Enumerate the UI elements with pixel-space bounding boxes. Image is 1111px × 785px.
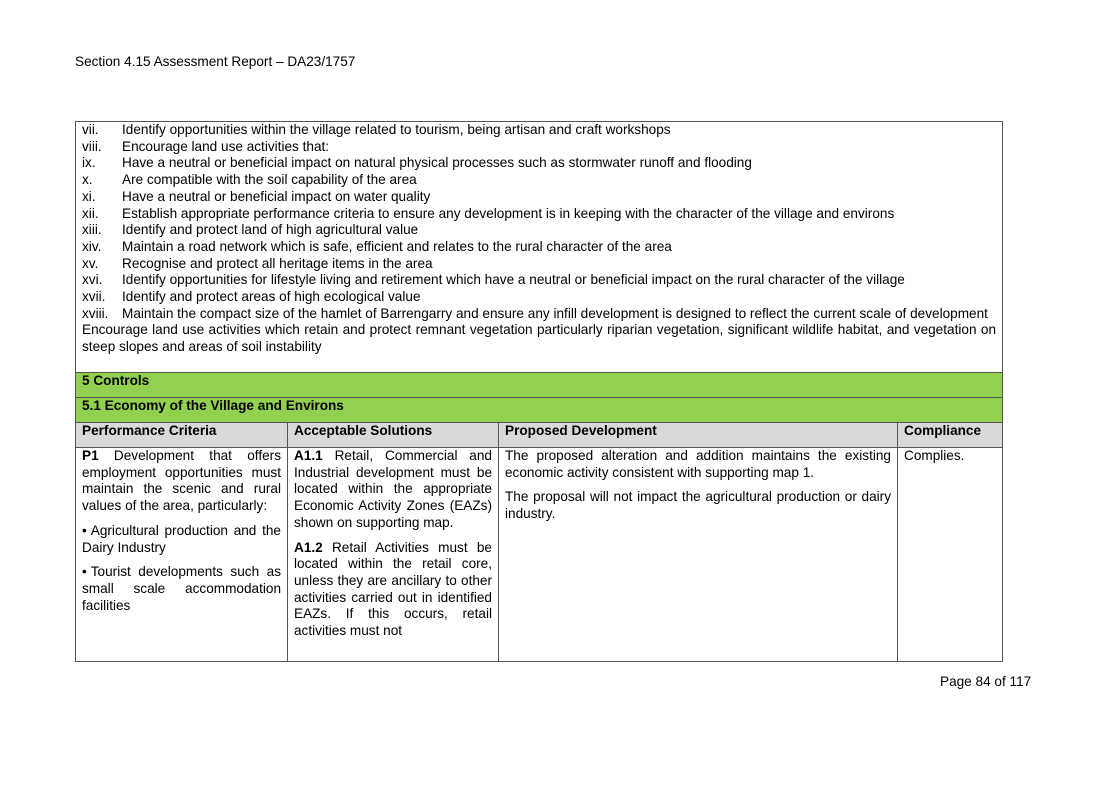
economy-row <box>76 398 1003 423</box>
objective-number: xiii. <box>82 222 102 238</box>
bullet-agricultural <box>82 523 281 556</box>
performance-cell <box>76 448 288 662</box>
objective-item <box>82 306 996 323</box>
controls-heading: 5 Controls <box>76 373 1003 398</box>
objective-text: Have a neutral or beneficial impact on natural physical processes such as stormwater runoff and flooding <box>122 155 752 171</box>
assessment-table <box>75 121 1003 662</box>
objective-number: viii. <box>82 138 102 154</box>
controls-row <box>76 373 1003 398</box>
compliance-value: Complies. <box>904 448 965 463</box>
column-header-row <box>76 423 1003 448</box>
objective-item <box>82 272 996 289</box>
p1-label: P1 <box>82 448 99 463</box>
objective-item <box>82 189 996 206</box>
objective-number: xi. <box>82 188 96 204</box>
objective-number: xvi. <box>82 272 103 288</box>
proposed-para-2: The proposal will not impact the agricultural production or dairy industry. <box>505 489 891 522</box>
a11-solution <box>294 448 492 532</box>
objective-text: Recognise and protect all heritage items in the area <box>122 255 433 271</box>
proposed-cell <box>499 448 898 662</box>
a12-solution <box>294 540 492 640</box>
objective-number: ix. <box>82 155 96 171</box>
p1-criteria <box>82 448 281 515</box>
objective-item <box>82 172 996 189</box>
bullet-tourist <box>82 564 281 614</box>
objectives-list <box>82 122 996 322</box>
bullet-icon: • <box>82 522 87 538</box>
objective-text: Establish appropriate performance criteria to ensure any development is in keeping with the character of the village and environs <box>122 205 895 221</box>
objective-text: Maintain the compact size of the hamlet of Barrengarry and ensure any infill development is designed to reflect the current scale of development <box>122 305 988 321</box>
objective-text: Have a neutral or beneficial impact on water quality <box>122 188 431 204</box>
p1-text: Development that offers employment opportunities must maintain the scenic and rural values of the area, particularly: <box>82 448 281 514</box>
closing-objective: Encourage land use activities which retain and protect remnant vegetation particularly riparian vegetation, significant wildlife habitat, and vegetation on steep slopes and areas of soil instability <box>82 322 997 355</box>
compliance-cell <box>898 448 1003 662</box>
economy-heading: 5.1 Economy of the Village and Environs <box>76 398 1003 423</box>
proposed-para-1: The proposed alteration and addition maintains the existing economic activity consistent with supporting map 1. <box>505 448 891 480</box>
objective-item <box>82 122 996 139</box>
col-compliance: Compliance <box>898 423 1003 448</box>
page-number: Page 84 of 117 <box>940 674 1032 689</box>
objective-item <box>82 222 996 239</box>
bullet-text: Tourist developments such as small scale accommodation facilities <box>82 564 281 613</box>
acceptable-cell <box>288 448 499 662</box>
a12-label: A1.2 <box>294 539 323 555</box>
objective-item <box>82 155 996 172</box>
objective-text: Encourage land use activities that: <box>122 138 330 154</box>
acceptable-content <box>294 448 492 655</box>
bullet-icon: • <box>82 564 87 580</box>
document-header: Section 4.15 Assessment Report – DA23/1757 <box>75 54 356 69</box>
objective-text: Maintain a road network which is safe, efficient and relates to the rural character of the area <box>122 238 672 254</box>
objective-item <box>82 239 996 256</box>
objective-item <box>82 256 996 273</box>
a11-label: A1.1 <box>294 448 323 463</box>
objective-text: Identify and protect areas of high ecological value <box>122 289 421 305</box>
bullet-text: Agricultural production and the Dairy Industry <box>82 522 281 555</box>
a12-text: Retail Activities must be located within the retail core, unless they are ancillary to other activities carried out in identified EAZs. If this occurs, retail activities must not <box>294 539 492 639</box>
objectives-cell <box>76 122 1003 373</box>
objective-number: xii. <box>82 205 99 221</box>
objective-number: xvii. <box>82 289 106 305</box>
objective-item <box>82 139 996 156</box>
a11-text: Retail, Commercial and Industrial development must be located within the appropriate Economic Activity Zones (EAZs) shown on supporting map. <box>294 448 492 530</box>
col-proposed-development: Proposed Development <box>499 423 898 448</box>
objective-item <box>82 289 996 306</box>
objective-number: xviii. <box>82 305 109 321</box>
objective-number: x. <box>82 172 93 188</box>
col-performance-criteria: Performance Criteria <box>76 423 288 448</box>
objective-number: vii. <box>82 122 99 137</box>
objective-number: xiv. <box>82 238 102 254</box>
objective-text: Identify opportunities within the village related to tourism, being artisan and craft workshops <box>122 122 671 137</box>
objective-item <box>82 206 996 223</box>
col-acceptable-solutions: Acceptable Solutions <box>288 423 499 448</box>
objective-text: Identify and protect land of high agricultural value <box>122 222 419 238</box>
objective-number: xv. <box>82 255 99 271</box>
objective-text: Identify opportunities for lifestyle living and retirement which have a neutral or beneficial impact on the rural character of the village <box>122 272 905 288</box>
objectives-row <box>76 122 1003 373</box>
objective-text: Are compatible with the soil capability of the area <box>122 172 417 188</box>
p1-row <box>76 448 1003 662</box>
